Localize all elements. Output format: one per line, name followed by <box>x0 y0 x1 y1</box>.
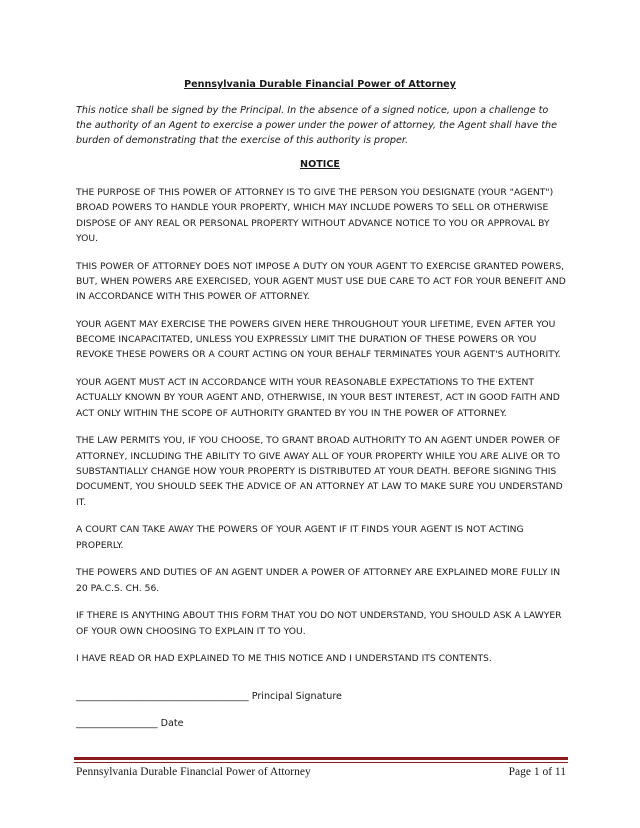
footer-page-number: Page 1 of 11 <box>508 766 566 778</box>
notice-heading: NOTICE <box>300 159 340 170</box>
notice-body <box>76 185 568 679</box>
notice-paragraph: I HAVE READ OR HAD EXPLAINED TO ME THIS NOTICE AND I UNDERSTAND ITS CONTENTS. <box>76 653 492 665</box>
footer-document-name: Pennsylvania Durable Financial Power of Attorney <box>76 766 311 778</box>
notice-paragraph: YOUR AGENT MUST ACT IN ACCORDANCE WITH YOUR REASONABLE EXPECTATIONS TO THE EXTENT ACTUALLY KNOWN BY YOUR AGENT AND, OTHERWISE, IN YOUR BEST INTEREST, ACT IN GOOD FAITH AND ACT ONLY WITHIN THE SCOPE OF AUTHORITY GRANTED BY YOU IN THE POWER OF ATTORNEY. <box>76 377 560 419</box>
notice-paragraph: IF THERE IS ANYTHING ABOUT THIS FORM THAT YOU DO NOT UNDERSTAND, YOU SHOULD ASK A LAWYER OF YOUR OWN CHOOSING TO EXPLAIN IT TO YOU. <box>76 610 562 637</box>
principal-signature-line[interactable]: ____________________________________ Principal Signature <box>76 691 342 702</box>
notice-paragraph: THE PURPOSE OF THIS POWER OF ATTORNEY IS TO GIVE THE PERSON YOU DESIGNATE (YOUR "AGENT") BROAD POWERS TO HANDLE YOUR PROPERTY, WHICH MAY INCLUDE POWERS TO SELL OR OTHERWISE DISPOSE OF ANY REAL OR PERSONAL PROPERTY WITHOUT ADVANCE NOTICE TO YOU OR APPROVAL BY YOU. <box>76 187 554 244</box>
notice-paragraph: YOUR AGENT MAY EXERCISE THE POWERS GIVEN HERE THROUGHOUT YOUR LIFETIME, EVEN AFTER YOU BECOME INCAPACITATED, UNLESS YOU EXPRESSLY LIMIT THE DURATION OF THESE POWERS OR YOU REVOKE THESE POWERS OR A COURT ACTING ON YOUR BEHALF TERMINATES YOUR AGENT'S AUTHORITY. <box>76 318 561 361</box>
notice-paragraph: A COURT CAN TAKE AWAY THE POWERS OF YOUR AGENT IF IT FINDS YOUR AGENT IS NOT ACTING PROPERLY. <box>76 524 524 551</box>
notice-paragraph: THE LAW PERMITS YOU, IF YOU CHOOSE, TO GRANT BROAD AUTHORITY TO AN AGENT UNDER POWER OF ATTORNEY, INCLUDING THE ABILITY TO GIVE AWAY ALL OF YOUR PROPERTY WHILE YOU ARE ALIVE OR TO SUBSTANTIALLY CHANGE HOW YOUR PROPERTY IS DISTRIBUTED AT YOUR DEATH. BEFORE SIGNING THIS DOCUMENT, YOU SHOULD SEEK THE ADVICE OF AN ATTORNEY AT LAW TO MAKE SURE YOU UNDERSTAND IT. <box>76 435 563 508</box>
notice-paragraph: THE POWERS AND DUTIES OF AN AGENT UNDER A POWER OF ATTORNEY ARE EXPLAINED MORE FULLY IN 20 PA.C.S. CH. 56. <box>76 567 561 594</box>
footer-divider-thin <box>74 762 568 763</box>
footer-divider-thick <box>74 757 568 760</box>
intro-notice: This notice shall be signed by the Principal. In the absence of a signed notice, upon a challenge to the authority of an Agent to exercise a power under the power of attorney, the Agent shall have the burden of demonstrating that the exercise of this authority is proper. <box>76 105 558 146</box>
notice-paragraph: THIS POWER OF ATTORNEY DOES NOT IMPOSE A DUTY ON YOUR AGENT TO EXERCISE GRANTED POWERS, BUT, WHEN POWERS ARE EXERCISED, YOUR AGENT MUST USE DUE CARE TO ACT FOR YOUR BENEFIT AND IN ACCORDANCE WITH THIS POWER OF ATTORNEY. <box>76 260 566 303</box>
document-title: Pennsylvania Durable Financial Power of Attorney <box>184 79 456 90</box>
date-line[interactable]: _________________ Date <box>76 718 184 729</box>
